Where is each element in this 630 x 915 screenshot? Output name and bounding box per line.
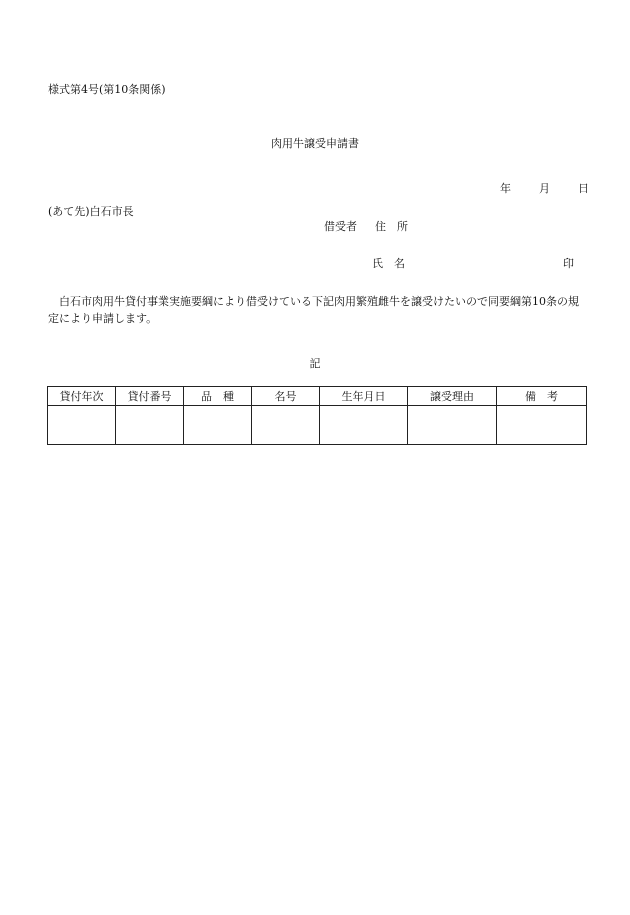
- address-label: 住 所: [375, 220, 408, 233]
- header-registered-name: 名号: [252, 387, 320, 406]
- date-day: 日: [578, 182, 589, 195]
- table-row: [48, 406, 587, 445]
- date-line: [500, 182, 589, 196]
- table-header-row: [48, 387, 587, 406]
- ki-heading: 記: [309, 357, 321, 370]
- cell-birth-date: [320, 406, 408, 445]
- cell-loan-number: [116, 406, 184, 445]
- cell-transfer-reason: [408, 406, 497, 445]
- date-year: 年: [500, 182, 511, 195]
- cattle-detail-table: [47, 386, 587, 445]
- date-month: 月: [539, 182, 550, 195]
- header-loan-number: 貸付番号: [116, 387, 184, 406]
- cell-remarks: [497, 406, 587, 445]
- header-remarks: 備 考: [497, 387, 587, 406]
- borrower-label: 借受者: [324, 220, 357, 233]
- cell-breed: [184, 406, 252, 445]
- header-breed: 品 種: [184, 387, 252, 406]
- header-birth-date: 生年月日: [320, 387, 408, 406]
- cell-registered-name: [252, 406, 320, 445]
- body-text: 白石市肉用牛貸付事業実施要綱により借受けている下記肉用繁殖雌牛を譲受けたいので同要綱第10条の規定により申請します。: [48, 295, 579, 325]
- cell-loan-year: [48, 406, 116, 445]
- header-transfer-reason: 譲受理由: [408, 387, 497, 406]
- seal-mark: 印: [563, 257, 574, 270]
- addressee: (あて先)白石市長: [48, 205, 134, 218]
- header-loan-year: 貸付年次: [48, 387, 116, 406]
- form-number: 様式第4号(第10条関係): [48, 83, 166, 96]
- name-label: 氏 名: [372, 257, 405, 270]
- document-title: 肉用牛譲受申請書: [271, 137, 359, 150]
